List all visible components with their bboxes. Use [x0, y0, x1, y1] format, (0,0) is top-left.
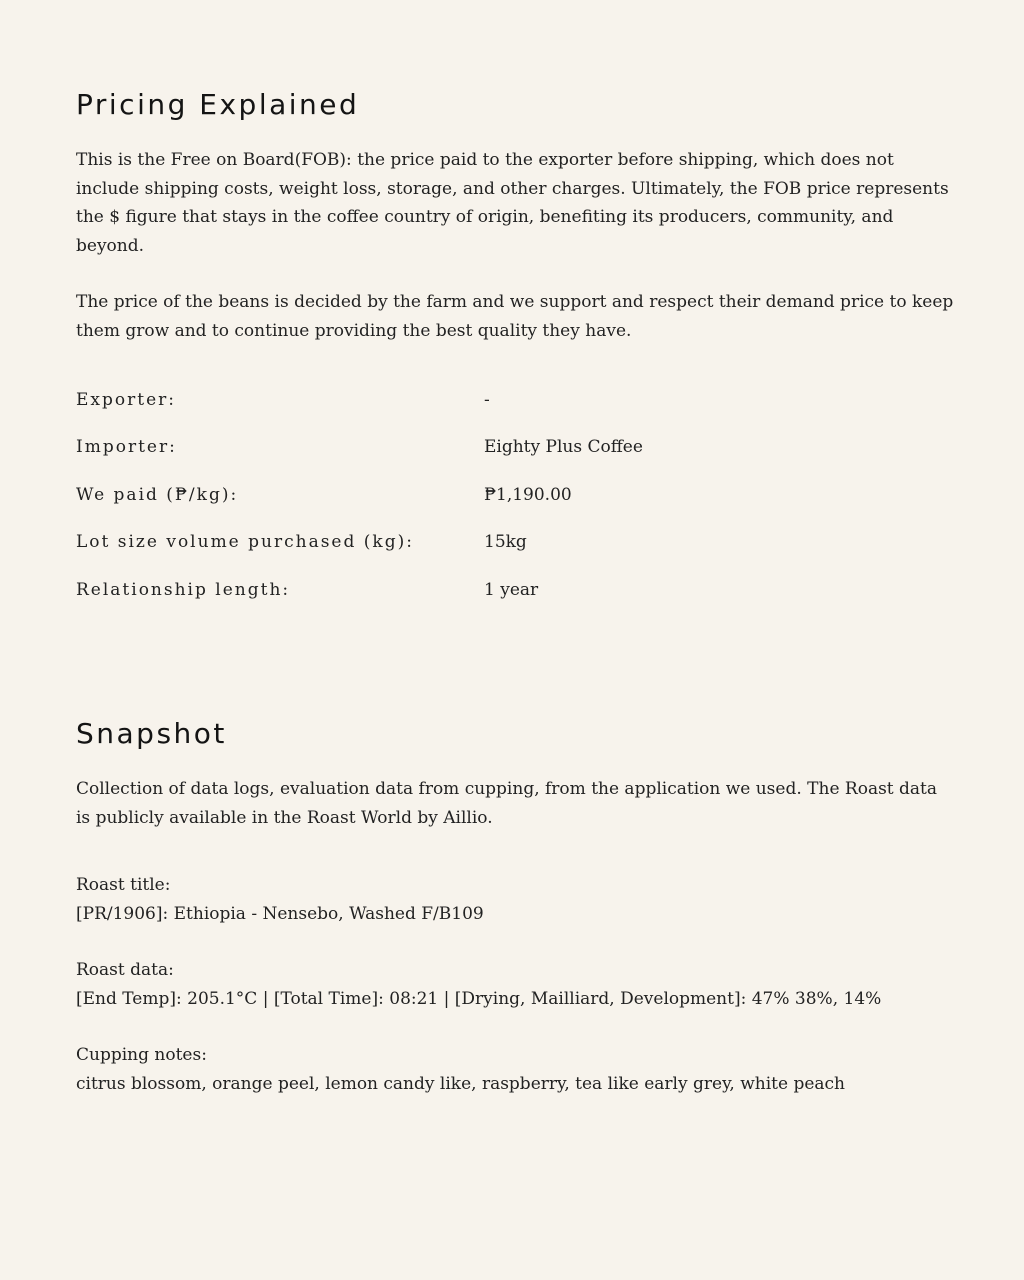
relationship-length-value: 1 year	[484, 579, 539, 600]
snapshot-intro-paragraph: Collection of data logs, evaluation data from cupping, from the application we used. The Roast data is publicly available in the Roast World by Aillio.	[76, 779, 938, 828]
exporter-label: Exporter:	[76, 389, 176, 410]
roast-data-label: Roast data:	[76, 960, 174, 980]
cupping-notes-label: Cupping notes:	[76, 1045, 207, 1065]
pricing-row-importer	[76, 424, 956, 472]
pricing-row-relationship	[76, 566, 956, 614]
cupping-notes-value: citrus blossom, orange peel, lemon candy like, raspberry, tea like early grey, white peach	[76, 1073, 846, 1094]
price-paid-value: ₱1,190.00	[484, 484, 572, 505]
snapshot-section-title: Snapshot	[76, 717, 227, 750]
importer-label: Importer:	[76, 437, 177, 458]
lot-size-value: 15kg	[484, 532, 527, 553]
fob-explanation-paragraph: This is the Free on Board(FOB): the price paid to the exporter before shipping, which does not include shipping costs, weight loss, storage, and other charges. Ultimately, the FOB price represents the $ figure that stays in the coffee country of origin, benefiting its producers, community, and beyond.	[76, 150, 949, 256]
pricing-row-price-paid	[76, 471, 956, 519]
roast-data-value: [End Temp]: 205.1°C | [Total Time]: 08:21 | [Drying, Mailliard, Development]: 47% 38%, 14%	[76, 988, 882, 1009]
pricing-section-title: Pricing Explained	[76, 88, 360, 121]
cupping-notes-block	[76, 1041, 956, 1098]
price-paid-label: We paid (₱/kg):	[76, 484, 239, 505]
exporter-value: -	[484, 389, 490, 410]
roast-title-value: [PR/1906]: Ethiopia - Nensebo, Washed F/B109	[76, 903, 484, 924]
pricing-row-lot-size	[76, 519, 956, 567]
pricing-details-table	[76, 376, 956, 614]
roast-data-block	[76, 956, 956, 1013]
pricing-row-exporter	[76, 376, 956, 424]
roast-title-label: Roast title:	[76, 875, 171, 895]
roast-title-block	[76, 871, 956, 928]
price-demand-paragraph: The price of the beans is decided by the farm and we support and respect their demand price to keep them grow and to continue providing the best quality they have.	[76, 292, 954, 341]
relationship-length-label: Relationship length:	[76, 579, 291, 600]
importer-value: Eighty Plus Coffee	[484, 437, 643, 458]
lot-size-label: Lot size volume purchased (kg):	[76, 532, 414, 553]
